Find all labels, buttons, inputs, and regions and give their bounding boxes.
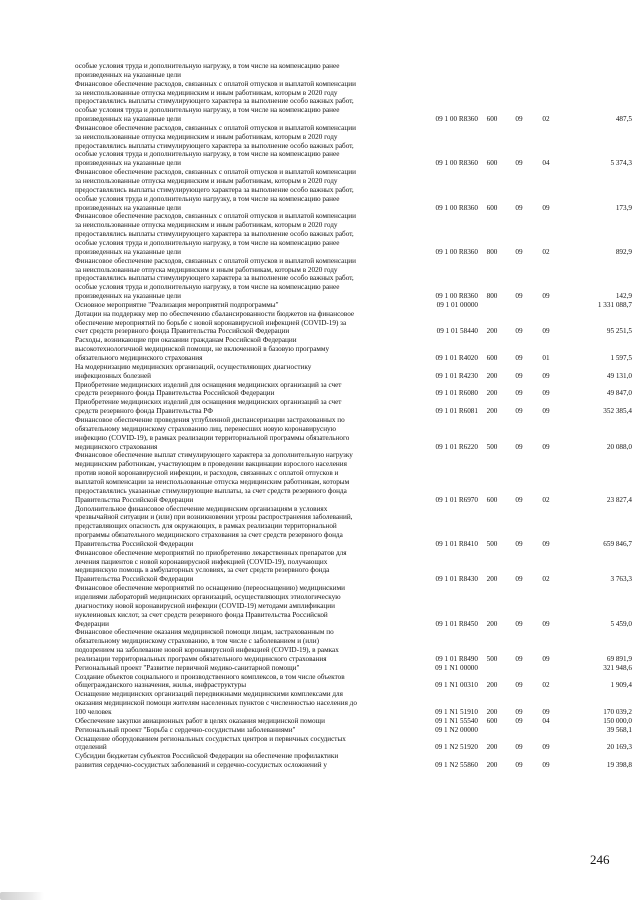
- row-code: 09 1 01 R8410: [435, 539, 478, 548]
- table-row: [0, 363, 640, 381]
- row-amount: 150 000,0: [603, 716, 632, 725]
- table-row: [0, 124, 640, 168]
- row-name: Основное мероприятие "Реализация мероприятий подпрограммы": [75, 300, 279, 309]
- row-expense-type: 200: [486, 327, 498, 336]
- row-name: Приобретение медицинских изделий для оснащения медицинских организаций за счет средств резервного фонда Правительства РФ: [75, 398, 342, 416]
- row-section: 09: [515, 442, 523, 451]
- row-section: 09: [515, 115, 523, 124]
- row-code: 09 1 01 58440: [436, 327, 478, 336]
- row-amount: 352 385,4: [603, 407, 632, 416]
- row-name: Финансовое обеспечение мероприятий по оснащению (переоснащению) медицинскими изделиями лабораторий медицинских организаций, осуществляющих этиологическую диагностику новой коронавирусной инфекции (COVID-19) методами амплификации нуклеиновых кислот, за счет средств резервного фонда Правительства Российской Федерации: [75, 584, 346, 628]
- row-expense-type: 600: [486, 203, 498, 212]
- table-row: [0, 257, 640, 301]
- row-amount: 659 846,7: [603, 539, 632, 548]
- row-subsection: 09: [542, 539, 550, 548]
- row-amount: 20 169,3: [606, 743, 632, 752]
- row-amount: 39 568,1: [606, 725, 632, 734]
- row-subsection: 02: [542, 575, 550, 584]
- table-row: [0, 584, 640, 628]
- row-code: 09 1 N1 00310: [435, 681, 478, 690]
- row-code: 09 1 00 R8360: [435, 247, 478, 256]
- row-amount: 49 131,0: [606, 371, 632, 380]
- row-expense-type: 800: [486, 292, 498, 301]
- row-section: 09: [515, 495, 523, 504]
- row-subsection: 09: [542, 442, 550, 451]
- row-code: 09 1 01 00000: [436, 300, 478, 309]
- row-name: Дотации на поддержку мер по обеспечению сбалансированности бюджетов на финансовое обеспечение мероприятий по борьбе с новой коронавирусной инфекцией (COVID-19) за счет средств резервного фонда Правительства Российской Федерации: [75, 309, 355, 336]
- row-code: 09 1 01 R6220: [435, 442, 478, 451]
- row-code: 09 1 00 R8360: [435, 159, 478, 168]
- row-section: 09: [515, 247, 523, 256]
- row-amount: 5 374,3: [610, 159, 632, 168]
- row-expense-type: 600: [486, 495, 498, 504]
- table-row: [0, 381, 640, 399]
- table-row: [0, 416, 640, 451]
- row-name: Оснащение медицинских организаций передвижными медицинскими комплексами для оказания медицинской помощи жителям населенных пунктов с численностью населения до 100 человек: [75, 690, 357, 717]
- row-name: Финансовое обеспечение расходов, связанных с оплатой отпусков и выплатой компенсации за неиспользованные отпуска медицинским и иным работникам, которым в 2020 году предоставлялись выплаты стимулирующего характера за выполнение особо важных работ, особые условия труда и дополнительную нагрузку, в том числе на компенсацию ранее произведенных на указанные цели: [75, 79, 356, 124]
- table-row: [0, 628, 640, 663]
- row-code: 09 1 N2 51920: [435, 743, 478, 752]
- row-amount: 23 827,4: [606, 495, 632, 504]
- row-amount: 49 847,0: [606, 389, 632, 398]
- row-name: Финансовое обеспечение расходов, связанных с оплатой отпусков и выплатой компенсации за неиспользованные отпуска медицинским и иным работникам, которым в 2020 году предоставлялись выплаты стимулирующего характера за выполнение особо важных работ, особые условия труда и дополнительную нагрузку, в том числе на компенсацию ранее произведенных на указанные цели: [75, 123, 356, 168]
- row-amount: 170 039,2: [603, 708, 632, 717]
- table-row: [0, 735, 640, 753]
- row-section: 09: [515, 575, 523, 584]
- row-name: Обеспечение закупки авиационных работ в целях оказания медицинской помощи: [75, 716, 325, 725]
- row-amount: 19 398,8: [606, 761, 632, 770]
- row-subsection: 02: [542, 115, 550, 124]
- row-amount: 892,9: [615, 247, 632, 256]
- row-name: Финансовое обеспечение проведения углубленной диспансеризации застрахованных по обязательному медицинскому страхованию лиц, перенесших новую коронавирусную инфекцию (COVID-19), в рамках реализации территориальной программы обязательного медицинского страхования: [75, 416, 350, 451]
- row-code: 09 1 01 R6081: [435, 407, 478, 416]
- row-subsection: 09: [542, 327, 550, 336]
- page-number: 246: [590, 852, 610, 867]
- row-expense-type: 600: [486, 115, 498, 124]
- row-expense-type: 200: [486, 681, 498, 690]
- row-code: 09 1 N2 00000: [435, 725, 478, 734]
- row-expense-type: 600: [486, 716, 498, 725]
- row-code: 09 1 01 R8430: [435, 575, 478, 584]
- row-expense-type: 500: [486, 654, 498, 663]
- row-section: 09: [515, 407, 523, 416]
- row-name: Финансовое обеспечение расходов, связанных с оплатой отпусков и выплатой компенсации за неиспользованные отпуска медицинским и иным работникам, которым в 2020 году предоставлялись выплаты стимулирующего характера за выполнение особо важных работ, особые условия труда и дополнительную нагрузку, в том числе на компенсацию ранее произведенных на указанные цели: [75, 168, 356, 212]
- row-expense-type: 800: [486, 247, 498, 256]
- row-amount: 1 597,5: [610, 354, 632, 363]
- table-row: [0, 505, 640, 549]
- row-section: 09: [515, 354, 523, 363]
- row-section: 09: [515, 159, 523, 168]
- row-amount: 487,5: [615, 115, 632, 124]
- row-subsection: 02: [542, 681, 550, 690]
- row-name: Региональный проект "Развитие первичной медико-санитарной помощи": [75, 663, 300, 672]
- row-amount: 1 331 088,7: [597, 300, 632, 309]
- table-row: [0, 726, 640, 735]
- row-amount: 20 088,0: [606, 442, 632, 451]
- row-name: Приобретение медицинских изделий для оснащения медицинских организаций за счет средств резервного фонда Правительства Российской Федерации: [75, 380, 342, 398]
- row-section: 09: [515, 716, 523, 725]
- table-row: [0, 212, 640, 256]
- row-expense-type: 200: [486, 575, 498, 584]
- row-section: 09: [515, 539, 523, 548]
- row-amount: 69 891,9: [606, 654, 632, 663]
- row-amount: 95 251,5: [606, 327, 632, 336]
- table-row: [0, 80, 640, 124]
- row-code: 09 1 N1 51910: [435, 708, 478, 717]
- row-code: 09 1 01 R4020: [435, 354, 478, 363]
- row-code: 09 1 00 R8360: [435, 292, 478, 301]
- row-expense-type: 200: [486, 407, 498, 416]
- row-section: 09: [515, 761, 523, 770]
- row-section: 09: [515, 681, 523, 690]
- row-name: Оснащение оборудованием региональных сосудистых центров и первичных сосудистых отделений: [75, 734, 346, 752]
- row-name: Финансовое обеспечение выплат стимулирующего характера за дополнительную нагрузку медицинским работникам, участвующим в проведении вакцинации взрослого населения против новой коронавирусной инфекции, и расходов, связанных с оплатой отпусков и выплатой компенсации за неиспользованные отпуска медицинским работникам, которым предоставлялись указанные стимулирующие выплаты, за счет средств резервного фонда Правительства Российской Федерации: [75, 451, 353, 504]
- table-row: [0, 301, 640, 310]
- row-subsection: 09: [542, 292, 550, 301]
- row-subsection: 09: [542, 371, 550, 380]
- row-subsection: 09: [542, 389, 550, 398]
- row-code: 09 1 00 R8360: [435, 203, 478, 212]
- row-subsection: 09: [542, 743, 550, 752]
- row-amount: 321 948,6: [603, 663, 632, 672]
- table-row: [0, 664, 640, 673]
- row-section: 09: [515, 389, 523, 398]
- table-row: [0, 62, 640, 80]
- row-subsection: 09: [542, 203, 550, 212]
- row-name: Субсидии бюджетам субъектов Российской Федерации на обеспечение профилактики развития сердечно-сосудистых заболеваний и сердечно-сосудистых осложнений у: [75, 752, 339, 770]
- table-row: [0, 549, 640, 584]
- row-subsection: 01: [542, 354, 550, 363]
- row-name: Расходы, возникающие при оказании гражданам Российской Федерации высокотехнологичной медицинской помощи, не включенной в базовую программу обязательного медицинского страхования: [75, 336, 330, 363]
- row-expense-type: 500: [486, 442, 498, 451]
- row-section: 09: [515, 371, 523, 380]
- row-expense-type: 200: [486, 708, 498, 717]
- row-name: Финансовое обеспечение расходов, связанных с оплатой отпусков и выплатой компенсации за неиспользованные отпуска медицинским и иным работникам, которым в 2020 году предоставлялись выплаты стимулирующего характера за выполнение особо важных работ, особые условия труда и дополнительную нагрузку, в том числе на компенсацию ранее произведенных на указанные цели: [75, 212, 356, 256]
- row-subsection: 09: [542, 407, 550, 416]
- row-expense-type: 200: [486, 619, 498, 628]
- row-section: 09: [515, 203, 523, 212]
- table-row: [0, 398, 640, 416]
- table-row: [0, 336, 640, 363]
- row-section: 09: [515, 654, 523, 663]
- row-section: 09: [515, 327, 523, 336]
- table-row: [0, 690, 640, 717]
- row-name: Финансовое обеспечение мероприятий по приобретению лекарственных препаратов для лечения пациентов с новой коронавирусной инфекцией (COVID-19), получающих медицинскую помощь в амбулаторных условиях, за счет средств резервного фонда Правительства Российской Федерации: [75, 548, 347, 584]
- table-row: [0, 752, 640, 770]
- row-subsection: 04: [542, 716, 550, 725]
- table-row: [0, 717, 640, 726]
- table-row: [0, 451, 640, 504]
- row-code: 09 1 01 R8450: [435, 619, 478, 628]
- row-code: 09 1 01 R6080: [435, 389, 478, 398]
- row-expense-type: 600: [486, 159, 498, 168]
- row-code: 09 1 N2 55860: [435, 761, 478, 770]
- row-section: 09: [515, 743, 523, 752]
- row-section: 09: [515, 292, 523, 301]
- row-name: Дополнительное финансовое обеспечение медицинским организациям в условиях чрезвычайной ситуации и (или) при возникновении угрозы распространения заболеваний, представляющих опасность для окружающих, в рамках реализации территориальной программы обязательного медицинского страхования за счет средств резервного фонда Правительства Российской Федерации: [75, 504, 353, 548]
- row-amount: 142,9: [615, 292, 632, 301]
- row-amount: 173,9: [615, 203, 632, 212]
- row-expense-type: 200: [486, 371, 498, 380]
- row-code: 09 1 N1 00000: [435, 663, 478, 672]
- row-subsection: 09: [542, 761, 550, 770]
- row-name: Финансовое обеспечение оказания медицинской помощи лицам, застрахованным по обязательному медицинскому страхованию, в том числе с заболеванием и (или) подозрением на заболевание новой коронавирусной инфекцией (COVID-19), в рамках реализации территориальных программ обязательного медицинского страхования: [75, 628, 339, 663]
- table-row: [0, 673, 640, 691]
- row-code: 09 1 01 R8490: [435, 654, 478, 663]
- row-subsection: 09: [542, 708, 550, 717]
- row-section: 09: [515, 619, 523, 628]
- row-expense-type: 500: [486, 539, 498, 548]
- row-expense-type: 200: [486, 761, 498, 770]
- row-code: 09 1 01 R4230: [435, 371, 478, 380]
- table-row: [0, 310, 640, 337]
- row-subsection: 02: [542, 495, 550, 504]
- row-subsection: 09: [542, 619, 550, 628]
- row-name: Финансовое обеспечение расходов, связанных с оплатой отпусков и выплатой компенсации за неиспользованные отпуска медицинским и иным работникам, которым в 2020 году предоставлялись выплаты стимулирующего характера за выполнение особо важных работ, особые условия труда и дополнительную нагрузку, в том числе на компенсацию ранее произведенных на указанные цели: [75, 256, 356, 301]
- row-subsection: 02: [542, 247, 550, 256]
- scan-artifact: [0, 892, 44, 900]
- row-code: 09 1 N1 55540: [435, 716, 478, 725]
- row-amount: 5 459,0: [610, 619, 632, 628]
- row-amount: 3 763,3: [610, 575, 632, 584]
- row-subsection: 04: [542, 159, 550, 168]
- row-section: 09: [515, 708, 523, 717]
- row-amount: 1 909,4: [610, 681, 632, 690]
- row-code: 09 1 01 R6970: [435, 495, 478, 504]
- table-row: [0, 168, 640, 212]
- row-name: На модернизацию медицинских организаций, осуществляющих диагностику инфекционных болезней: [75, 362, 312, 380]
- row-name: Создание объектов социального и производственного комплексов, в том числе объектов общегражданского назначения, жилья, инфраструктуры: [75, 672, 345, 690]
- row-expense-type: 200: [486, 389, 498, 398]
- row-name: особые условия труда и дополнительную нагрузку, в том числе на компенсацию ранее произведенных на указанные цели: [75, 62, 340, 79]
- row-expense-type: 600: [486, 354, 498, 363]
- row-expense-type: 200: [486, 743, 498, 752]
- row-name: Региональный проект "Борьба с сердечно-сосудистыми заболеваниями": [75, 725, 296, 734]
- row-subsection: 09: [542, 654, 550, 663]
- row-code: 09 1 00 R8360: [435, 115, 478, 124]
